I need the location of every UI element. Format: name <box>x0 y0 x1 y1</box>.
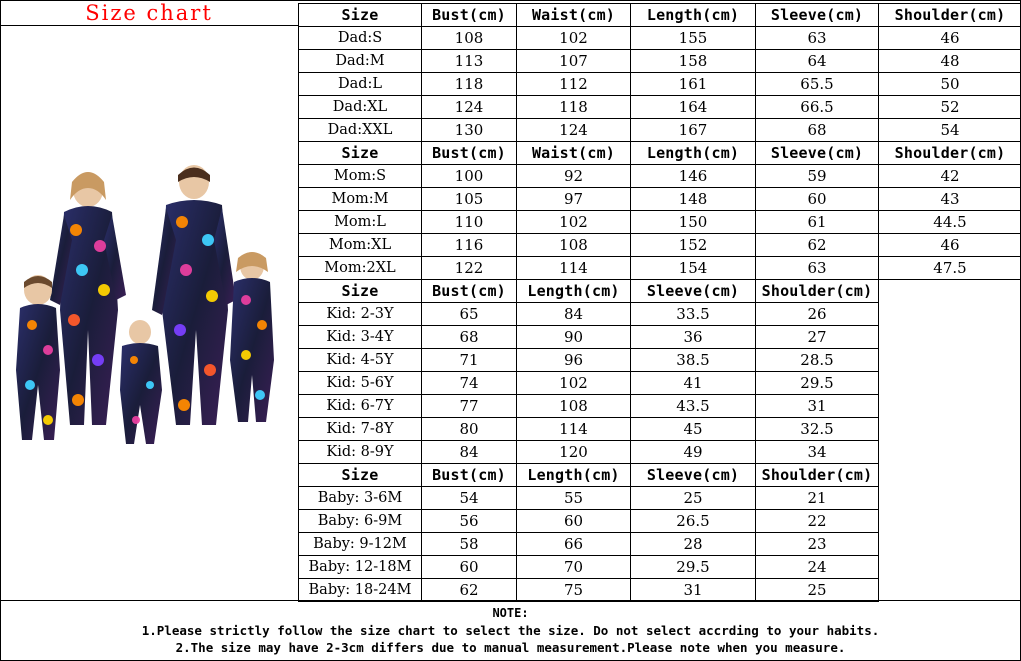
dad-cell: 113 <box>454 51 484 70</box>
dad-cell: 124 <box>559 120 588 139</box>
grid-line <box>298 302 879 303</box>
baby-cell: Baby: 3-6M <box>317 489 403 506</box>
kid-cell: 29.5 <box>800 373 834 392</box>
note-title: NOTE: <box>492 606 529 620</box>
grid-line <box>630 3 631 602</box>
mom-cell: 152 <box>678 235 708 254</box>
mom-cell: 105 <box>454 189 484 208</box>
kid-cell: 43.5 <box>676 396 710 415</box>
baby-cell: 60 <box>459 557 479 576</box>
dad-cell: 108 <box>454 28 484 47</box>
grid-line <box>0 600 1021 601</box>
dad-cell: 54 <box>940 120 960 139</box>
kid-header-2: Length(cm) <box>527 281 620 300</box>
kid-cell: 114 <box>559 419 588 438</box>
dad-cell: 107 <box>559 51 588 70</box>
kid-cell: 74 <box>459 373 479 392</box>
kid-cell: Kid: 3-4Y <box>326 328 394 345</box>
grid-line <box>298 233 1021 234</box>
grid-line <box>878 3 879 602</box>
mom-cell: Mom:M <box>331 190 389 207</box>
dad-cell: 64 <box>807 51 827 70</box>
grid-line <box>298 164 1021 165</box>
dad-header-1: Bust(cm) <box>432 5 506 24</box>
grid-line <box>298 348 879 349</box>
mom-header-2: Waist(cm) <box>531 143 616 162</box>
grid-line <box>298 95 1021 96</box>
dad-cell: 161 <box>678 74 708 93</box>
kid-cell: 108 <box>559 396 588 415</box>
dad-cell: Dad:S <box>337 29 383 46</box>
baby-cell: 66 <box>563 534 584 553</box>
family-pajamas-photo <box>6 160 290 452</box>
baby-cell: 23 <box>807 534 827 553</box>
baby-cell: Baby: 18-24M <box>308 581 412 598</box>
dad-cell: 63 <box>807 28 827 47</box>
kid-cell: 84 <box>459 442 479 461</box>
kid-header-0: Size <box>341 281 379 300</box>
note-line-2: 2.The size may have 2-3cm differs due to manual measurement.Please note when you measure. <box>175 640 846 655</box>
dad-cell: Dad:XL <box>332 98 388 115</box>
baby-cell: 60 <box>563 511 584 530</box>
mom-cell: 92 <box>563 166 584 185</box>
kid-cell: Kid: 7-8Y <box>326 420 394 437</box>
mom-cell: 97 <box>563 189 584 208</box>
grid-line <box>298 210 1021 211</box>
dad-cell: 164 <box>678 97 708 116</box>
kid-cell: Kid: 6-7Y <box>326 397 394 414</box>
baby-cell: 25 <box>683 488 703 507</box>
dad-cell: 158 <box>678 51 708 70</box>
baby-cell: 70 <box>563 557 584 576</box>
kid-cell: 65 <box>459 304 479 323</box>
mom-cell: Mom:XL <box>328 236 392 253</box>
baby-cell: 25 <box>807 580 827 599</box>
mom-cell: Mom:2XL <box>324 259 396 276</box>
dad-header-5: Shoulder(cm) <box>894 5 1006 24</box>
kid-cell: 84 <box>563 304 584 323</box>
kid-cell: 26 <box>807 304 827 323</box>
mom-cell: 116 <box>454 235 484 254</box>
baby-cell: 24 <box>807 557 827 576</box>
mom-cell: 43 <box>940 189 960 208</box>
grid-line <box>0 0 1021 1</box>
grid-line <box>298 417 879 418</box>
mom-cell: 146 <box>678 166 708 185</box>
kid-cell: 77 <box>459 396 479 415</box>
grid-line <box>0 0 1 661</box>
baby-cell: Baby: 6-9M <box>317 512 403 529</box>
dad-cell: 118 <box>559 97 588 116</box>
note-line-1: 1.Please strictly follow the size chart to select the size. Do not select accrding to your habits. <box>141 623 880 638</box>
grid-line <box>516 3 517 602</box>
dad-cell: Dad:XXL <box>327 121 393 138</box>
kid-cell: 27 <box>807 327 827 346</box>
baby-header-4: Shoulder(cm) <box>761 465 873 484</box>
grid-line <box>298 532 879 533</box>
mom-cell: 114 <box>559 258 588 277</box>
dad-header-2: Waist(cm) <box>531 5 616 24</box>
mom-cell: Mom:S <box>333 167 387 184</box>
baby-header-0: Size <box>341 465 379 484</box>
dad-header-0: Size <box>341 5 379 24</box>
kid-cell: Kid: 2-3Y <box>326 305 394 322</box>
dad-cell: 68 <box>807 120 827 139</box>
mom-cell: 150 <box>678 212 708 231</box>
baby-cell: Baby: 12-18M <box>308 558 412 575</box>
kid-cell: 80 <box>459 419 479 438</box>
size-chart-title: Size chart <box>85 1 213 25</box>
kid-cell: 120 <box>559 442 588 461</box>
dad-cell: 155 <box>678 28 708 47</box>
dad-header-3: Length(cm) <box>646 5 740 24</box>
kid-header-3: Sleeve(cm) <box>646 281 740 300</box>
grid-line <box>298 486 879 487</box>
dad-header-4: Sleeve(cm) <box>770 5 864 24</box>
kid-cell: 38.5 <box>676 350 710 369</box>
kid-cell: 45 <box>683 419 703 438</box>
baby-header-1: Bust(cm) <box>432 465 506 484</box>
baby-cell: Baby: 9-12M <box>313 535 407 552</box>
mom-cell: 148 <box>678 189 708 208</box>
mom-cell: 154 <box>678 258 708 277</box>
grid-line <box>298 325 879 326</box>
mom-cell: 47.5 <box>933 258 967 277</box>
kid-cell: 34 <box>807 442 827 461</box>
grid-line <box>298 555 879 556</box>
dad-cell: Dad:M <box>335 52 385 69</box>
mom-header-3: Length(cm) <box>646 143 740 162</box>
kid-cell: 90 <box>563 327 584 346</box>
grid-line <box>298 578 879 579</box>
kid-header-4: Shoulder(cm) <box>761 281 873 300</box>
kid-cell: Kid: 4-5Y <box>326 351 394 368</box>
grid-line <box>298 394 879 395</box>
dad-cell: 46 <box>940 28 960 47</box>
grid-line <box>298 72 1021 73</box>
baby-header-3: Sleeve(cm) <box>646 465 740 484</box>
dad-cell: Dad:L <box>337 75 383 92</box>
kid-cell: 96 <box>563 350 584 369</box>
kid-cell: 33.5 <box>676 304 710 323</box>
baby-header-2: Length(cm) <box>527 465 620 484</box>
mom-header-0: Size <box>341 143 379 162</box>
mom-cell: 110 <box>454 212 484 231</box>
kid-cell: 32.5 <box>800 419 834 438</box>
grid-line <box>298 440 879 441</box>
kid-cell: 49 <box>683 442 703 461</box>
baby-cell: 26.5 <box>676 511 710 530</box>
mom-cell: 108 <box>559 235 588 254</box>
mom-cell: 63 <box>807 258 827 277</box>
grid-line <box>298 509 879 510</box>
mom-cell: 46 <box>940 235 960 254</box>
grid-line <box>298 601 879 602</box>
kid-cell: 28.5 <box>800 350 834 369</box>
mom-header-4: Sleeve(cm) <box>770 143 864 162</box>
kid-cell: Kid: 5-6Y <box>326 374 394 391</box>
kid-cell: Kid: 8-9Y <box>326 443 394 460</box>
mom-cell: 59 <box>807 166 827 185</box>
dad-cell: 102 <box>559 28 588 47</box>
grid-line <box>298 187 1021 188</box>
baby-cell: 55 <box>563 488 584 507</box>
grid-line <box>298 141 1021 142</box>
baby-cell: 54 <box>459 488 479 507</box>
dad-cell: 118 <box>454 74 484 93</box>
dad-cell: 112 <box>559 74 588 93</box>
mom-cell: 100 <box>454 166 484 185</box>
baby-cell: 58 <box>459 534 479 553</box>
grid-line <box>421 3 422 602</box>
mom-cell: 61 <box>807 212 827 231</box>
dad-cell: 50 <box>940 74 960 93</box>
mom-cell: 60 <box>807 189 827 208</box>
grid-line <box>298 3 299 602</box>
mom-header-1: Bust(cm) <box>432 143 506 162</box>
mom-cell: 122 <box>454 258 484 277</box>
dad-cell: 48 <box>940 51 960 70</box>
grid-line <box>298 256 1021 257</box>
kid-cell: 71 <box>459 350 479 369</box>
kid-cell: 36 <box>683 327 703 346</box>
kid-cell: 68 <box>459 327 479 346</box>
dad-cell: 66.5 <box>800 97 834 116</box>
kid-cell: 102 <box>559 373 588 392</box>
kid-header-1: Bust(cm) <box>432 281 506 300</box>
baby-cell: 29.5 <box>676 557 710 576</box>
grid-line <box>298 279 1021 280</box>
dad-cell: 167 <box>678 120 708 139</box>
mom-cell: 62 <box>807 235 827 254</box>
baby-cell: 21 <box>807 488 827 507</box>
mom-cell: 44.5 <box>933 212 967 231</box>
dad-cell: 52 <box>940 97 960 116</box>
baby-cell: 75 <box>563 580 584 599</box>
mom-cell: Mom:L <box>334 213 386 230</box>
grid-line <box>298 49 1021 50</box>
dad-cell: 65.5 <box>800 74 834 93</box>
mom-cell: 42 <box>940 166 960 185</box>
baby-cell: 56 <box>459 511 479 530</box>
grid-line <box>298 118 1021 119</box>
note-section <box>0 602 1021 661</box>
grid-line <box>298 463 879 464</box>
mom-cell: 102 <box>559 212 588 231</box>
grid-line <box>298 3 1021 4</box>
kid-cell: 31 <box>807 396 827 415</box>
kid-cell: 41 <box>683 373 703 392</box>
baby-cell: 28 <box>683 534 703 553</box>
baby-cell: 31 <box>683 580 703 599</box>
mom-header-5: Shoulder(cm) <box>894 143 1006 162</box>
dad-cell: 124 <box>454 97 484 116</box>
baby-cell: 22 <box>807 511 827 530</box>
dad-cell: 130 <box>454 120 484 139</box>
grid-line <box>0 25 299 26</box>
grid-line <box>298 371 879 372</box>
grid-line <box>755 3 756 602</box>
grid-line <box>298 26 1021 27</box>
baby-cell: 62 <box>459 580 479 599</box>
